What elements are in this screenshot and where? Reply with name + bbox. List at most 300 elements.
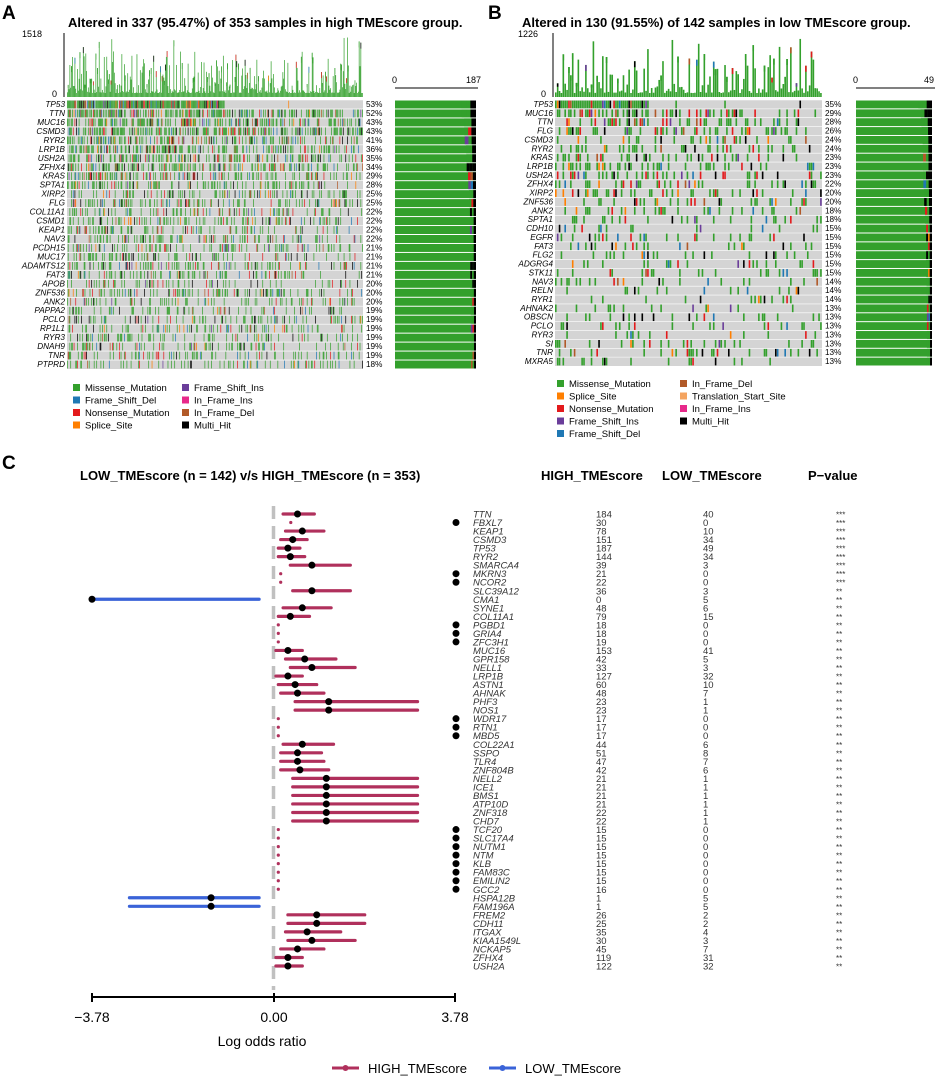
mutation-cell: [91, 110, 92, 118]
mutation-cell: [159, 343, 160, 351]
tmb-bar-segment: [215, 82, 216, 86]
mutation-cell: [355, 316, 356, 324]
percent-label: 53%: [366, 99, 383, 109]
mutation-cell: [634, 118, 636, 126]
mutation-cell: [231, 119, 232, 127]
mutation-cell: [105, 172, 106, 180]
mutation-cell: [328, 244, 329, 252]
mutation-cell: [351, 136, 352, 144]
mutation-cell: [168, 136, 169, 144]
tmb-bar: [157, 90, 158, 98]
frequency-bar-segment: [471, 316, 473, 324]
mutation-cell: [237, 334, 238, 342]
mutation-cell: [218, 217, 219, 225]
mutation-cell: [104, 128, 105, 136]
mutation-cell: [198, 262, 199, 270]
mutation-cell: [174, 172, 175, 180]
mutation-cell: [84, 262, 85, 270]
mutation-cell: [99, 289, 100, 297]
mutation-cell: [341, 316, 342, 324]
frequency-bar-segment: [473, 325, 474, 333]
mutation-cell: [574, 109, 576, 117]
mutation-cell: [82, 208, 83, 216]
mutation-cell: [353, 128, 354, 136]
mutation-cell: [100, 128, 101, 136]
mutation-cell: [132, 190, 133, 198]
mutation-cell: [108, 110, 109, 118]
mutation-cell: [277, 154, 278, 162]
mutation-cell: [185, 352, 186, 360]
mutation-cell: [264, 307, 265, 315]
mutation-cell: [127, 190, 128, 198]
mutation-cell: [142, 325, 143, 333]
frequency-bar-segment: [461, 101, 466, 109]
mutation-cell: [94, 136, 95, 144]
mutation-cell: [325, 136, 326, 144]
mutation-cell: [245, 289, 246, 297]
tmb-bar-segment: [715, 69, 717, 75]
mutation-cell: [98, 136, 99, 144]
mutation-cell: [325, 128, 326, 136]
mutation-cell: [146, 145, 147, 153]
tmb-bar-segment: [227, 63, 228, 69]
mutation-cell: [86, 163, 87, 171]
mutation-cell: [248, 217, 249, 225]
mutation-cell: [807, 163, 809, 171]
mutation-cell: [191, 119, 192, 127]
mutation-cell: [814, 180, 816, 188]
mutation-cell: [173, 136, 174, 144]
tmb-bar: [118, 93, 119, 97]
mutation-cell: [180, 217, 181, 225]
mutation-cell: [578, 127, 580, 135]
tmb-bar-segment: [125, 75, 126, 80]
mutation-cell: [563, 189, 565, 197]
frequency-bar-gap: [476, 289, 478, 297]
mutation-cell: [660, 127, 662, 135]
mutation-cell: [93, 145, 94, 153]
mutation-cell: [617, 234, 619, 242]
mutation-cell: [741, 109, 743, 117]
mutation-cell: [285, 217, 286, 225]
tmb-bar-segment: [91, 79, 92, 84]
mutation-cell: [232, 244, 233, 252]
mutation-cell: [615, 101, 617, 109]
frequency-bar-segment: [926, 136, 929, 144]
mutation-cell: [216, 271, 217, 279]
mutation-cell: [214, 145, 215, 153]
mutation-cell: [174, 163, 175, 171]
mutation-cell: [224, 298, 225, 306]
mutation-cell: [749, 349, 751, 357]
mutation-cell: [598, 198, 600, 206]
mutation-cell: [630, 163, 632, 171]
mutation-cell: [93, 217, 94, 225]
tmb-bar: [96, 54, 97, 97]
mutation-cell: [85, 128, 86, 136]
mutation-cell: [623, 109, 625, 117]
mutation-cell: [255, 262, 256, 270]
mutation-cell: [345, 316, 346, 324]
percent-label: 19%: [366, 333, 383, 343]
mutation-cell: [628, 313, 630, 321]
mutation-cell: [103, 235, 104, 243]
mutation-cell: [177, 110, 178, 118]
mutation-cell: [171, 361, 172, 369]
mutation-cell: [229, 154, 230, 162]
mutation-cell: [265, 110, 266, 118]
mutation-cell: [184, 163, 185, 171]
mutation-cell: [559, 127, 561, 135]
mutation-cell: [86, 110, 87, 118]
mutation-cell: [84, 352, 85, 360]
mutation-cell: [113, 199, 114, 207]
mutation-cell: [122, 343, 123, 351]
mutation-cell: [163, 145, 164, 153]
mutation-cell: [68, 136, 69, 144]
mutation-cell: [88, 145, 89, 153]
mutation-cell: [184, 217, 185, 225]
mutation-cell: [247, 110, 248, 118]
mutation-cell: [689, 313, 691, 321]
mutation-cell: [125, 352, 126, 360]
mutation-cell: [174, 262, 175, 270]
mutation-cell: [139, 352, 140, 360]
mutation-cell: [570, 163, 572, 171]
mutation-cell: [662, 207, 664, 215]
tmb-bar: [263, 71, 264, 97]
mutation-cell: [157, 128, 158, 136]
frequency-bar: [395, 298, 476, 306]
mutation-cell: [296, 110, 297, 118]
mutation-cell: [98, 145, 99, 153]
mutation-cell: [610, 269, 612, 277]
mutation-cell: [137, 110, 138, 118]
mutation-cell: [121, 217, 122, 225]
mutation-cell: [73, 163, 74, 171]
mutation-cell: [84, 253, 85, 261]
mutation-cell: [122, 163, 123, 171]
tmb-bar: [239, 93, 240, 97]
mutation-cell: [628, 101, 630, 109]
mutation-cell: [80, 226, 81, 234]
mutation-cell: [130, 316, 131, 324]
mutation-cell: [301, 325, 302, 333]
mutation-cell: [805, 180, 807, 188]
mutation-cell: [168, 136, 169, 144]
frequency-bar-segment: [923, 145, 926, 153]
mutation-cell: [249, 154, 250, 162]
tmb-bar: [342, 87, 343, 97]
mutation-cell: [273, 136, 274, 144]
mutation-cell: [208, 289, 209, 297]
gene-label: KRAS: [42, 171, 65, 181]
mutation-cell: [579, 163, 581, 171]
mutation-cell: [227, 289, 228, 297]
mutation-cell: [724, 163, 726, 171]
tmb-bar: [662, 61, 664, 97]
mutation-cell: [173, 190, 174, 198]
mutation-cell: [131, 163, 132, 171]
tmb-bar: [153, 92, 154, 97]
mutation-cell: [277, 217, 278, 225]
mutation-cell: [655, 136, 657, 144]
tmb-bar: [168, 86, 169, 97]
mutation-cell: [203, 110, 204, 118]
mutation-cell: [312, 172, 313, 180]
mutation-cell: [163, 163, 164, 171]
mutation-cell: [170, 145, 171, 153]
mutation-cell: [112, 101, 113, 109]
frequency-bar-gap: [476, 235, 478, 243]
mutation-cell: [585, 189, 587, 197]
mutation-cell: [290, 190, 291, 198]
gene-label: USH2A: [525, 170, 553, 180]
tmb-bar: [78, 91, 79, 97]
tmb-bar: [136, 93, 137, 97]
mutation-cell: [235, 280, 236, 288]
mutation-cell: [243, 128, 244, 136]
mutation-cell: [169, 145, 170, 153]
mutation-cell: [211, 298, 212, 306]
mutation-cell: [236, 208, 237, 216]
mutation-cell: [335, 119, 336, 127]
mutation-cell: [587, 207, 589, 215]
mutation-cell: [192, 280, 193, 288]
mutation-cell: [126, 101, 127, 109]
mutation-cell: [190, 119, 191, 127]
mutation-cell: [606, 225, 608, 233]
mutation-cell: [229, 119, 230, 127]
mutation-cell: [626, 154, 628, 162]
mutation-cell: [243, 145, 244, 153]
mutation-cell: [173, 145, 174, 153]
mutation-cell: [222, 271, 223, 279]
mutation-cell: [670, 109, 672, 117]
mutation-cell: [105, 316, 106, 324]
mutation-cell: [626, 287, 628, 295]
mutation-cell: [362, 110, 363, 118]
mutation-cell: [685, 180, 687, 188]
mutation-cell: [180, 128, 181, 136]
mutation-cell: [265, 163, 266, 171]
tmb-bar: [767, 67, 769, 97]
mutation-cell: [170, 244, 171, 252]
mutation-cell: [328, 145, 329, 153]
mutation-cell: [155, 253, 156, 261]
mutation-cell: [270, 361, 271, 369]
mutation-cell: [101, 334, 102, 342]
mutation-cell: [623, 313, 625, 321]
mutation-cell: [115, 163, 116, 171]
mutation-cell: [210, 208, 211, 216]
mutation-cell: [69, 352, 70, 360]
mutation-cell: [164, 334, 165, 342]
mutation-cell: [188, 145, 189, 153]
mutation-cell: [145, 154, 146, 162]
mutation-cell: [166, 163, 167, 171]
mutation-cell: [89, 244, 90, 252]
gene-label: USH2A: [37, 153, 65, 163]
mutation-cell: [653, 251, 655, 259]
mutation-cell: [98, 334, 99, 342]
mutation-cell: [303, 325, 304, 333]
mutation-cell: [302, 226, 303, 234]
mutation-cell: [329, 190, 330, 198]
tmb-bar: [189, 92, 190, 97]
mutation-cell: [585, 109, 587, 117]
mutation-cell: [237, 199, 238, 207]
mutation-cell: [282, 128, 283, 136]
mutation-cell: [67, 136, 68, 144]
mutation-cell: [319, 110, 320, 118]
mutation-cell: [215, 235, 216, 243]
mutation-cell: [217, 181, 218, 189]
mutation-cell: [352, 262, 353, 270]
mutation-cell: [342, 325, 343, 333]
mutation-cell: [606, 145, 608, 153]
mutation-cell: [211, 136, 212, 144]
mutation-cell: [132, 110, 133, 118]
mutation-cell: [179, 101, 180, 109]
mutation-cell: [78, 244, 79, 252]
mutation-cell: [760, 296, 762, 304]
mutation-cell: [79, 128, 80, 136]
mutation-cell: [281, 119, 282, 127]
mutation-cell: [677, 198, 679, 206]
tmb-bar: [356, 83, 357, 97]
mutation-cell: [123, 253, 124, 261]
gene-label: KEAP1: [38, 225, 65, 235]
mutation-cell: [100, 110, 101, 118]
panel-a-title: Altered in 337 (95.47%) of 353 samples in high TMEscore group.: [68, 15, 463, 30]
mutation-cell: [117, 128, 118, 136]
mutation-cell: [309, 110, 310, 118]
mutation-cell: [208, 101, 209, 109]
mutation-cell: [111, 101, 112, 109]
tmb-bar: [279, 93, 280, 97]
mutation-cell: [345, 190, 346, 198]
mutation-cell: [158, 101, 159, 109]
tmb-bar-segment: [236, 55, 237, 61]
mutation-cell: [106, 128, 107, 136]
frequency-bar-segment: [469, 190, 471, 198]
mutation-cell: [81, 136, 82, 144]
mutation-cell: [82, 289, 83, 297]
tmb-bar: [351, 87, 352, 97]
mutation-cell: [324, 289, 325, 297]
mutation-cell: [215, 119, 216, 127]
mutation-cell: [109, 145, 110, 153]
mutation-cell: [555, 189, 557, 197]
frequency-bar-segment: [918, 101, 923, 109]
mutation-cell: [193, 163, 194, 171]
mutation-cell: [127, 262, 128, 270]
mutation-cell: [69, 289, 70, 297]
tmb-bar: [736, 71, 738, 97]
mutation-cell: [305, 145, 306, 153]
mutation-cell: [276, 298, 277, 306]
mutation-cell: [754, 180, 756, 188]
mutation-cell: [662, 127, 664, 135]
mutation-cell: [216, 190, 217, 198]
mutation-cell: [145, 226, 146, 234]
mutation-cell: [194, 271, 195, 279]
mutation-cell: [171, 235, 172, 243]
mutation-cell: [227, 244, 228, 252]
mutation-cell: [300, 128, 301, 136]
mutation-cell: [73, 289, 74, 297]
mutation-cell: [316, 352, 317, 360]
mutation-cell: [287, 325, 288, 333]
frequency-bar: [856, 154, 932, 162]
tmb-bar-segment: [167, 51, 168, 57]
mutation-cell: [334, 163, 335, 171]
gene-label: PCLO: [42, 315, 65, 325]
frequency-bar: [395, 316, 476, 324]
mutation-cell: [183, 316, 184, 324]
mutation-cell: [104, 280, 105, 288]
mutation-cell: [555, 180, 557, 188]
mutation-cell: [205, 235, 206, 243]
mutation-cell: [643, 260, 645, 268]
mutation-cell: [198, 154, 199, 162]
mutation-cell: [226, 181, 227, 189]
mutation-cell: [188, 271, 189, 279]
mutation-cell: [211, 101, 212, 109]
mutation-cell: [109, 190, 110, 198]
tmb-bar: [314, 93, 315, 97]
frequency-bar-segment: [466, 154, 469, 162]
panel-b-tmb-max: 1226: [518, 29, 539, 39]
mutation-cell: [353, 352, 354, 360]
mutation-cell: [279, 181, 280, 189]
mutation-cell: [133, 307, 134, 315]
mutation-cell: [253, 271, 254, 279]
mutation-cell: [165, 163, 166, 171]
mutation-cell: [241, 110, 242, 118]
mutation-cell: [86, 145, 87, 153]
mutation-cell: [189, 145, 190, 153]
mutation-cell: [786, 118, 788, 126]
mutation-cell: [337, 316, 338, 324]
mutation-cell: [269, 298, 270, 306]
mutation-cell: [136, 154, 137, 162]
mutation-cell: [169, 307, 170, 315]
mutation-cell: [300, 154, 301, 162]
mutation-cell: [294, 110, 295, 118]
mutation-cell: [231, 154, 232, 162]
frequency-bar-segment: [462, 109, 467, 117]
mutation-cell: [756, 198, 758, 206]
mutation-cell: [350, 280, 351, 288]
mutation-cell: [277, 181, 278, 189]
mutation-cell: [664, 207, 666, 215]
mutation-cell: [272, 289, 273, 297]
mutation-cell: [611, 242, 613, 250]
mutation-cell: [71, 172, 72, 180]
mutation-cell: [90, 101, 91, 109]
frequency-bar-segment: [473, 199, 476, 207]
mutation-cell: [118, 163, 119, 171]
mutation-cell: [579, 109, 581, 117]
tmb-bar: [79, 79, 80, 97]
mutation-cell: [70, 208, 71, 216]
mutation-cell: [576, 127, 578, 135]
mutation-cell: [798, 287, 800, 295]
tmb-bar-segment: [326, 76, 327, 81]
mutation-cell: [104, 101, 105, 109]
